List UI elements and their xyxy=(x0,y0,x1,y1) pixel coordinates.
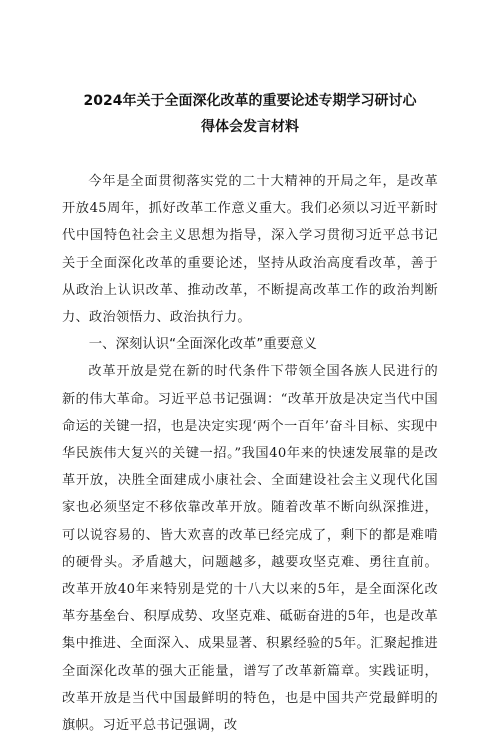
section-1-heading: 一、深刻认识“全面深化改革”重要意义 xyxy=(88,337,317,353)
intro-paragraph: 今年是全面贯彻落实党的二十大精神的开局之年，是改革开放45周年，抓好改革工作意义重大。我们必须以习近平新时代中国特色社会主义思想为指导，深入学习贯彻习近平总书记关于全面深化改革的重要论述，坚持从政治高度看改革，善于从政治上认识改革、推动改革，不断提高改革工作的政治判断力、政治领悟力、政治执行力。 xyxy=(62,174,438,326)
document-title xyxy=(62,88,438,140)
title-spacer xyxy=(62,140,438,168)
title-line-2: 得体会发言材料 xyxy=(201,119,299,135)
section-1-paragraph: 改革开放是党在新的时代条件下带领全国各族人民进行的新的伟大革命。习近平总书记强调：“改革开放是决定当代中国命运的关键一招，也是决定实现‘两个一百年’奋斗目标、实现中华民族伟大复兴的关键一招。”我国40年来的快速发展靠的是改革开放，决胜全面建成小康社会、全面建设社会主义现代化国家也必须坚定不移依靠改革开放。随着改革不断向纵深推进，可以说容易的、皆大欢喜的改革已经完成了，剩下的都是难啃的硬骨头。矛盾越大，问题越多，越要攻坚克难、勇往直前。改革开放40年来特别是党的十八大以来的5年，是全面深化改革夯基垒台、积厚成势、攻坚克难、砥砺奋进的5年，也是改革集中推进、全面深入、成果显著、积累经验的5年。汇聚起推进全面深化改革的强大正能量，谱写了改革新篇章。实践证明，改革开放是当代中国最鲜明的特色，也是中国共产党最鲜明的旗帜。习近平总书记强调，改 xyxy=(62,364,438,734)
title-line-1: 2024年关于全面深化改革的重要论述专期学习研讨心 xyxy=(83,93,417,109)
